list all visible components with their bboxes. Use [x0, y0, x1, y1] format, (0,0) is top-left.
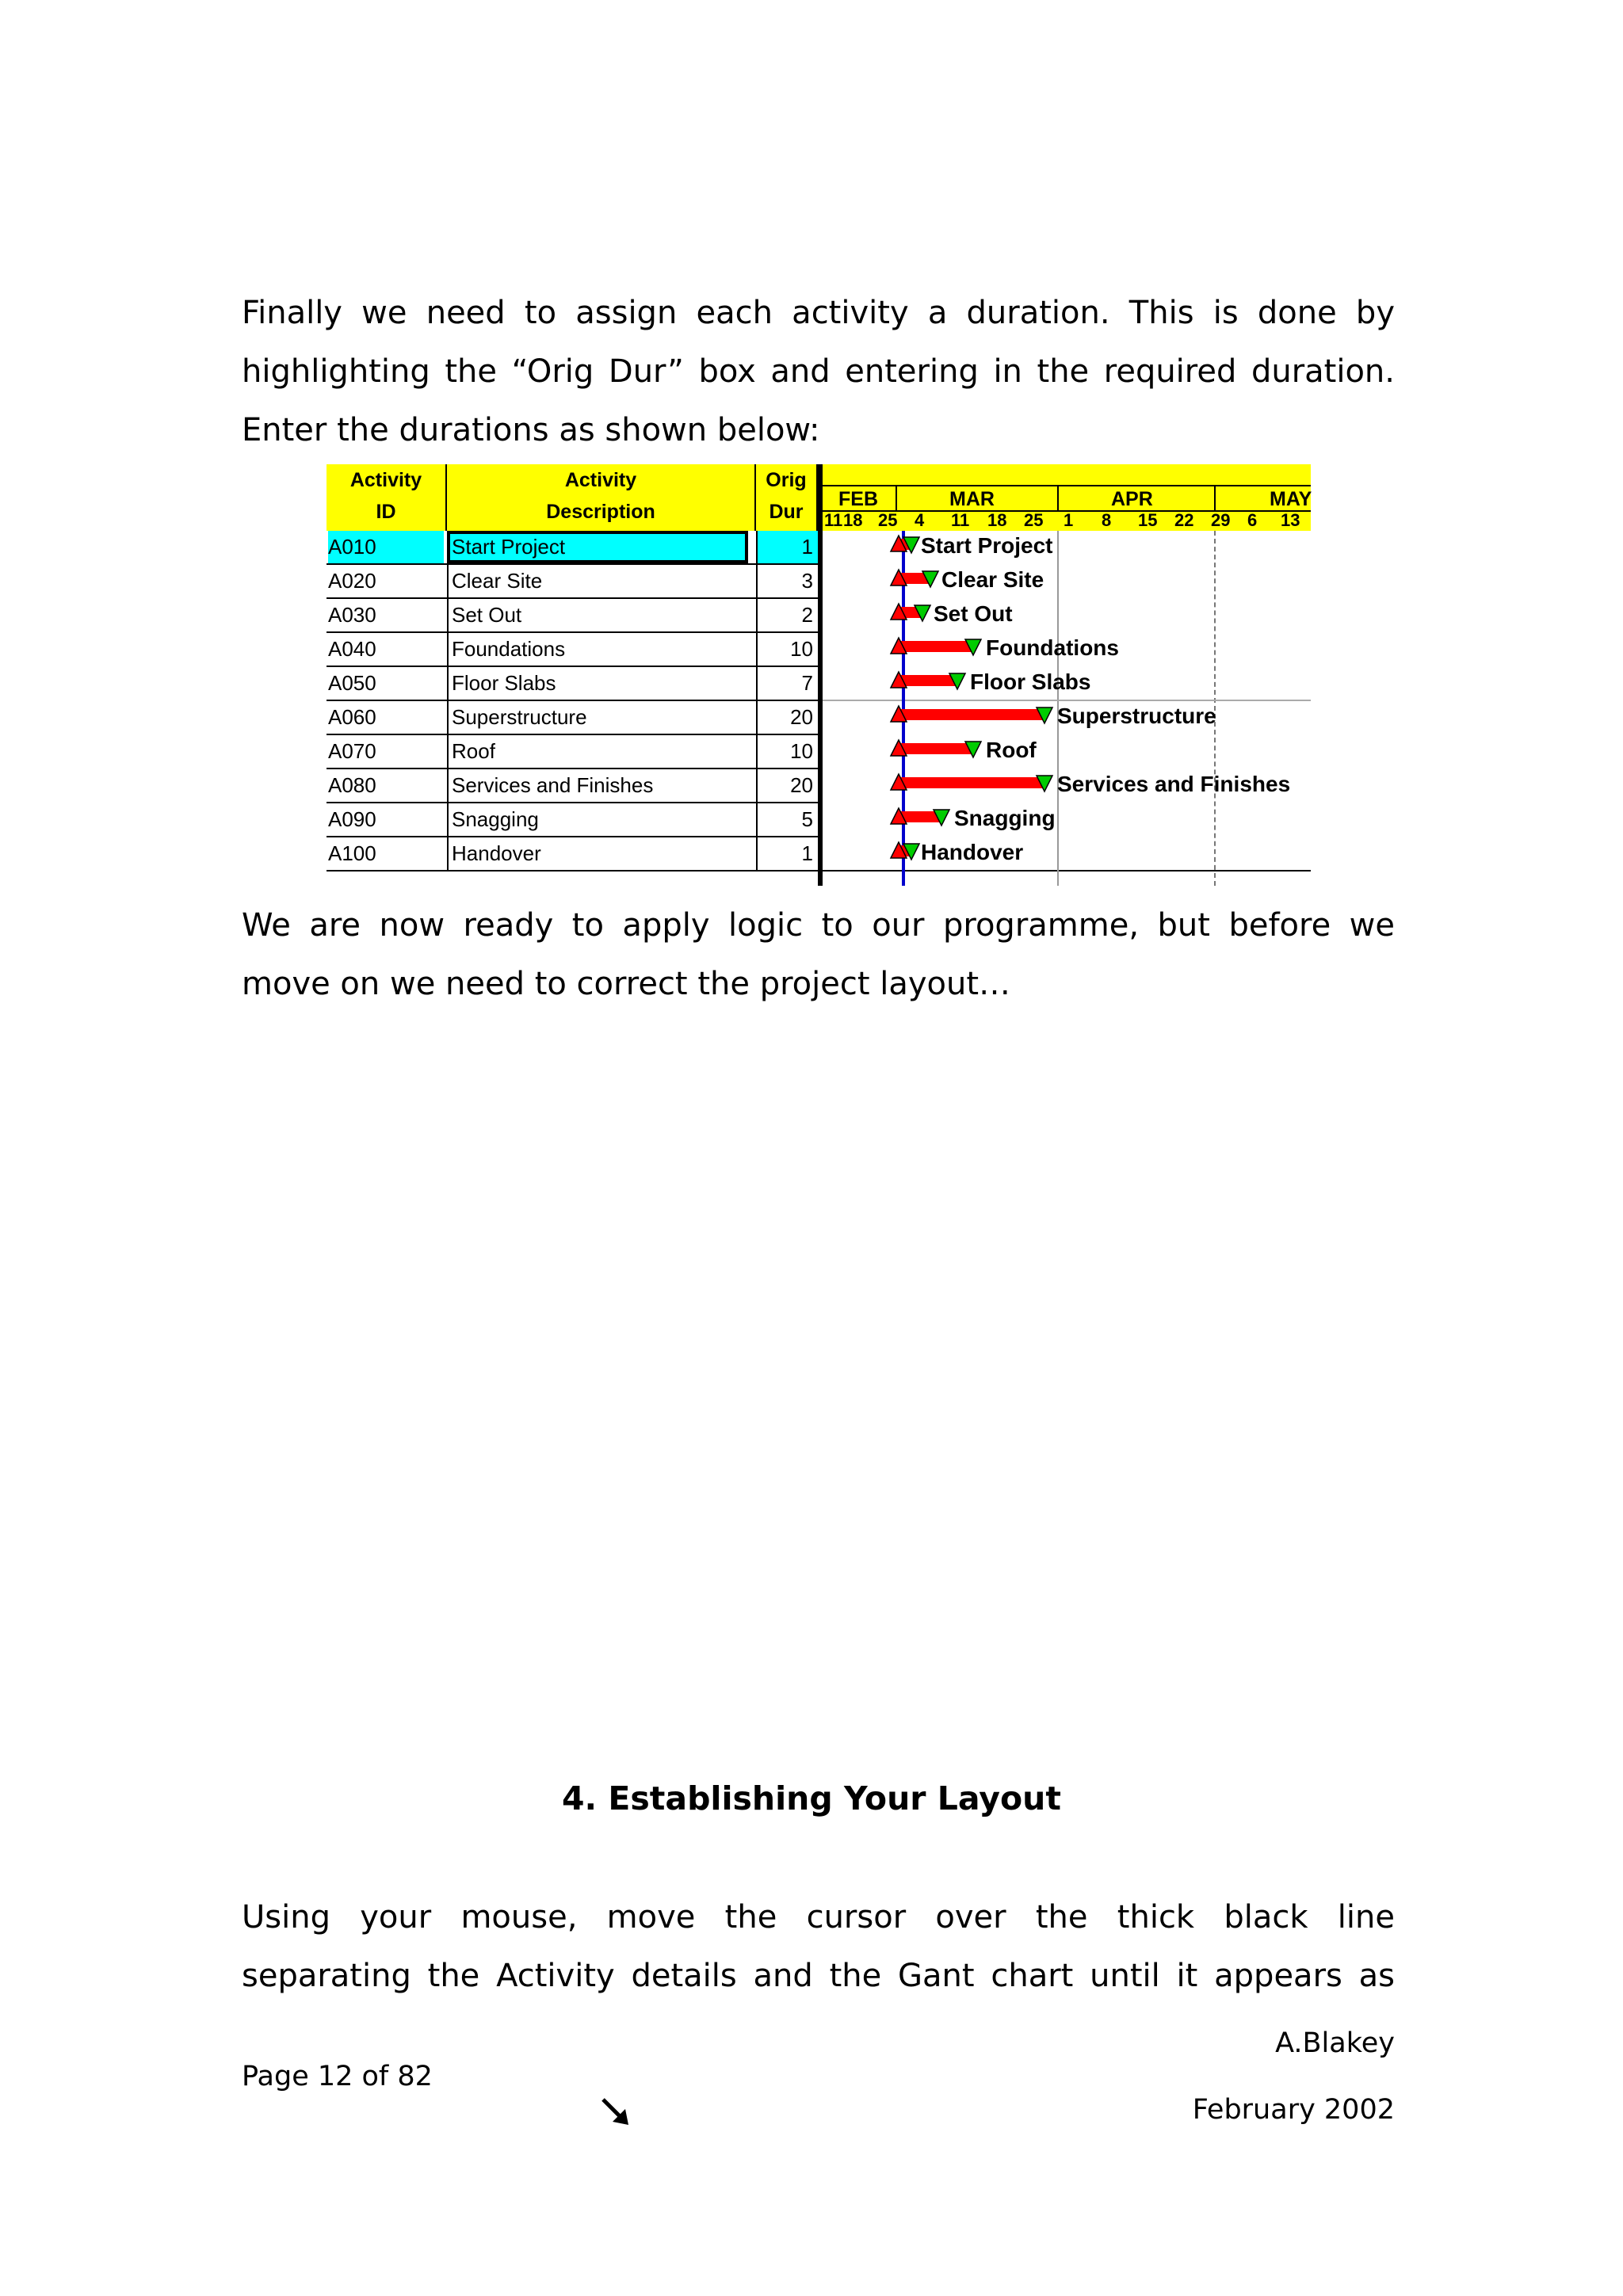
finish-marker [949, 673, 965, 689]
bar-label: Floor Slabs [970, 669, 1091, 694]
table-row[interactable] [327, 531, 818, 565]
start-marker [891, 638, 907, 654]
table-row[interactable] [327, 599, 818, 633]
tick-label: 25 [878, 510, 898, 530]
tick-label: 11 [824, 510, 843, 530]
start-marker [891, 808, 907, 824]
activity-description-cell[interactable]: Services and Finishes [447, 769, 748, 802]
activity-description-cell[interactable]: Floor Slabs [447, 667, 748, 700]
table-row[interactable] [327, 633, 818, 667]
resize-arrow-icon [600, 2096, 632, 2128]
activity-description-cell[interactable]: Snagging [447, 803, 748, 836]
bar-label: Start Project [921, 533, 1053, 558]
after-line: We are now ready to apply logic to our programme, but before we [242, 907, 1395, 944]
start-marker [891, 672, 907, 688]
activity-description-cell[interactable]: Set Out [447, 599, 748, 631]
header-orig-dur[interactable] [756, 464, 818, 531]
finish-marker [934, 810, 949, 826]
orig-dur-cell[interactable]: 20 [756, 769, 818, 802]
tick-label: 4 [915, 510, 925, 530]
finish-marker [922, 571, 938, 587]
orig-dur-cell[interactable]: 2 [756, 599, 818, 631]
orig-dur-cell[interactable]: 1 [756, 837, 818, 870]
start-marker [891, 774, 907, 790]
activity-id-cell[interactable]: A010 [328, 531, 444, 563]
month-divider [896, 486, 897, 510]
intro-line: highlighting the “Orig Dur” box and entering in the required duration. [242, 353, 1395, 390]
activity-id-cell[interactable]: A060 [328, 705, 376, 729]
tick-label: 1 [1064, 510, 1074, 530]
tick-label: 8 [1102, 510, 1112, 530]
header-text: Activity [564, 469, 637, 491]
intro-last-line [242, 401, 1395, 460]
activity-description-cell[interactable]: Handover [447, 837, 748, 870]
activity-id-cell[interactable]: A040 [328, 637, 376, 661]
bar-label: Roof [986, 738, 1037, 762]
bar-label: Services and Finishes [1057, 772, 1291, 796]
orig-dur-cell[interactable]: 10 [756, 633, 818, 666]
tick-label: 25 [1024, 510, 1044, 530]
table-row[interactable] [327, 701, 818, 735]
month-divider [1057, 486, 1059, 510]
activity-id-cell[interactable]: A080 [328, 773, 376, 797]
layout-line: Using your mouse, move the cursor over the thick black line [242, 1899, 1395, 1936]
after-line: move on we need to correct the project layout… [242, 966, 1011, 1002]
intro-paragraph [242, 284, 1395, 401]
table-row[interactable] [327, 803, 818, 837]
layout-paragraph [242, 1888, 1395, 2005]
activity-description-cell[interactable]: Start Project [447, 531, 748, 563]
activity-id-cell[interactable]: A030 [328, 603, 376, 627]
section-heading: 4. Establishing Your Layout [562, 1779, 1061, 1817]
intro-line: Enter the durations as shown below: [242, 412, 820, 448]
month-label: APR [1111, 488, 1153, 510]
tick-label: 13 [1281, 510, 1300, 530]
orig-dur-cell[interactable]: 3 [756, 565, 818, 597]
gantt-chart-area[interactable] [823, 531, 1311, 886]
footer-date: February 2002 [1192, 2094, 1395, 2126]
orig-dur-cell[interactable]: 1 [756, 531, 818, 563]
header-text: Orig [766, 469, 807, 491]
month-divider [1214, 486, 1216, 510]
finish-marker [915, 605, 930, 621]
tick-label: 6 [1247, 510, 1258, 530]
table-row[interactable] [327, 837, 818, 871]
start-marker [891, 740, 907, 756]
tick-label: 11 [951, 510, 970, 530]
tick-label: 18 [987, 510, 1007, 530]
bar-label: Foundations [986, 635, 1119, 660]
layout-line: separating the Activity details and the Gant chart until it appears as [242, 1958, 1395, 1994]
bar-label: Handover [921, 840, 1024, 864]
schedule-screenshot [327, 464, 1311, 886]
intro-line: Finally we need to assign each activity a duration. This is done by [242, 295, 1395, 331]
header-text: Activity [349, 469, 422, 491]
activity-description-cell[interactable]: Clear Site [447, 565, 748, 597]
header-text: ID [376, 501, 396, 523]
orig-dur-cell[interactable]: 5 [756, 803, 818, 836]
start-marker [891, 706, 907, 722]
table-row[interactable] [327, 667, 818, 701]
month-label: MAY [1270, 488, 1312, 510]
activity-id-cell[interactable]: A100 [328, 841, 376, 865]
start-marker [891, 604, 907, 620]
tick-label: 15 [1138, 510, 1158, 530]
bar-label: Snagging [954, 806, 1056, 830]
bar-label: Set Out [934, 601, 1013, 626]
activity-description-cell[interactable]: Foundations [447, 633, 748, 666]
header-text: Dur [769, 501, 804, 523]
activity-id-cell[interactable]: A050 [328, 671, 376, 695]
table-row[interactable] [327, 565, 818, 599]
orig-dur-cell[interactable]: 10 [756, 735, 818, 768]
footer-page-number: Page 12 of 82 [242, 2061, 433, 2092]
header-activity-description[interactable] [447, 464, 756, 531]
table-row[interactable] [327, 769, 818, 803]
bar-label: Clear Site [941, 567, 1044, 592]
bar-label: Superstructure [1057, 704, 1216, 728]
activity-description-cell[interactable]: Roof [447, 735, 748, 768]
activity-id-cell[interactable]: A090 [328, 807, 376, 831]
tick-label: 18 [843, 510, 863, 530]
finish-marker [1037, 707, 1052, 723]
orig-dur-cell[interactable]: 7 [756, 667, 818, 700]
header-activity-id[interactable] [327, 464, 447, 531]
activity-id-cell[interactable]: A020 [328, 569, 376, 593]
footer-author: A.Blakey [1275, 2027, 1395, 2059]
month-label: FEB [838, 488, 878, 510]
finish-marker [965, 639, 981, 655]
finish-marker [965, 742, 981, 757]
header-text: Description [546, 501, 655, 523]
after-paragraph [242, 896, 1395, 955]
tick-label: 29 [1211, 510, 1231, 530]
tick-label: 22 [1174, 510, 1194, 530]
timescale-header [821, 464, 1311, 531]
after-last-line [242, 955, 1395, 1013]
table-row[interactable] [327, 735, 818, 769]
orig-dur-cell[interactable]: 20 [756, 701, 818, 734]
activity-id-cell[interactable]: A070 [328, 739, 376, 763]
start-marker [891, 570, 907, 585]
month-label: MAR [949, 488, 995, 510]
activity-description-cell[interactable]: Superstructure [447, 701, 748, 734]
finish-marker [1037, 776, 1052, 791]
